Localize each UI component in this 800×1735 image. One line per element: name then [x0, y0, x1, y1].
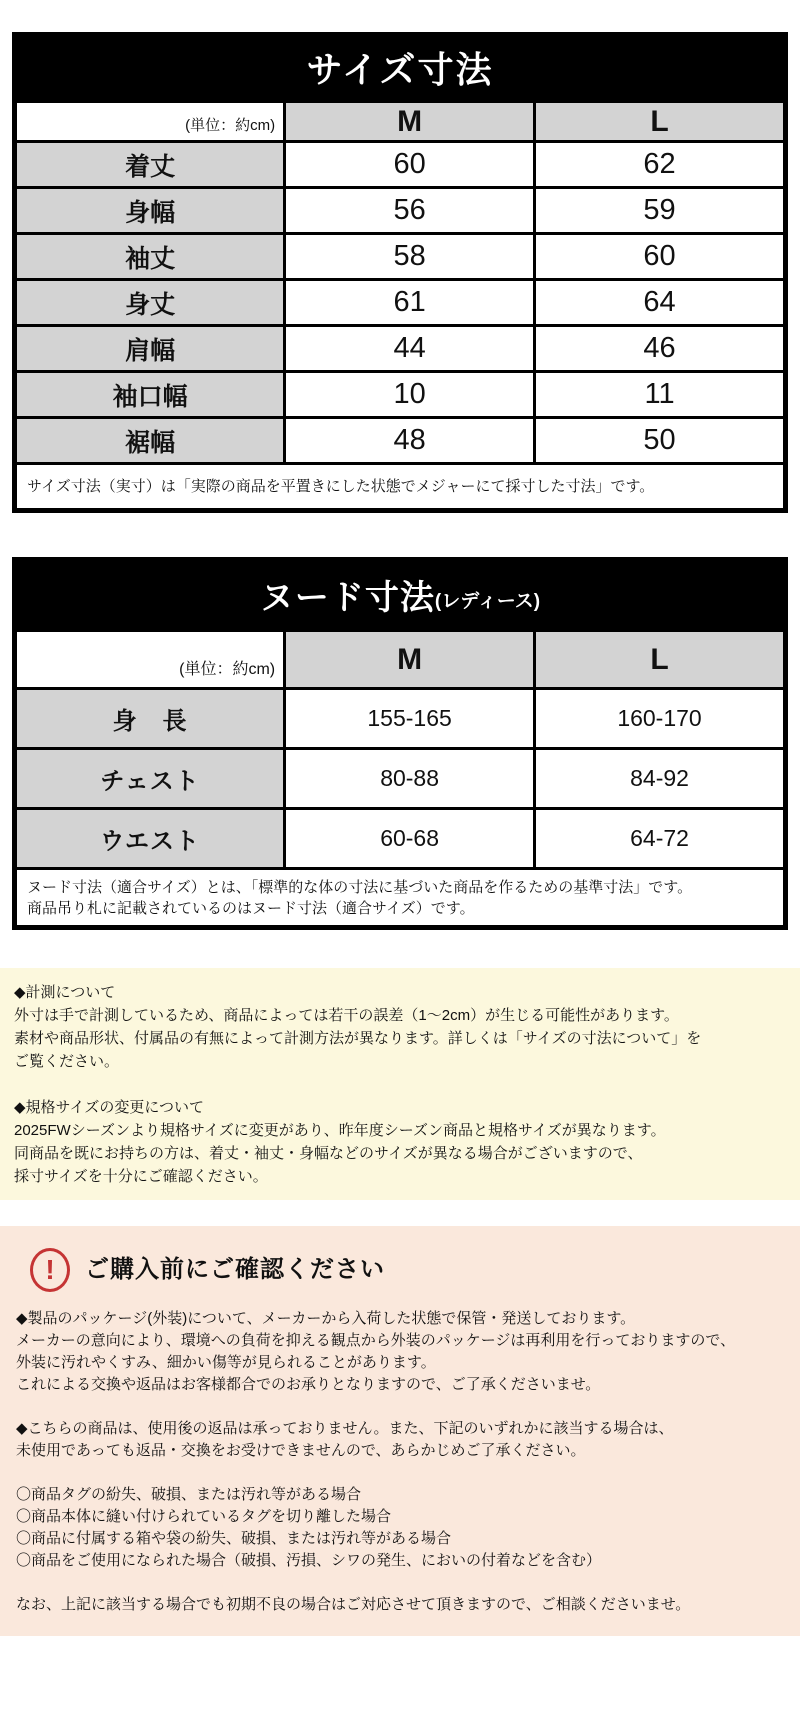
row-label: 身幅 — [16, 188, 285, 234]
spacer — [14, 1073, 786, 1096]
cell-value-m: 48 — [285, 418, 535, 464]
size-spec-table — [12, 32, 788, 513]
row-label: 身丈 — [16, 280, 285, 326]
cell-value-l: 62 — [535, 142, 785, 188]
nude-size-title-suffix: (レディース) — [434, 590, 541, 612]
column-header-m: M — [285, 102, 535, 142]
cell-value-m: 58 — [285, 234, 535, 280]
cell-value-l: 60 — [535, 234, 785, 280]
purchase-notes-section — [0, 1226, 800, 1636]
spacer — [16, 1396, 784, 1418]
row-label: 身 長 — [16, 689, 285, 749]
row-label: 袖丈 — [16, 234, 285, 280]
nude-size-table — [12, 557, 788, 930]
cell-value-l: 11 — [535, 372, 785, 418]
unit-label: (単位：約cm) — [16, 102, 285, 142]
row-label: 肩幅 — [16, 326, 285, 372]
bullet-line: 〇商品をご使用になられた場合（破損、汚損、シワの発生、においの付着などを含む） — [16, 1552, 602, 1569]
cell-value-m: 155-165 — [285, 689, 535, 749]
table-note-row — [16, 464, 785, 510]
column-header-l: L — [535, 631, 785, 689]
spacer — [16, 1572, 784, 1594]
cell-value-m: 56 — [285, 188, 535, 234]
nude-size-header-row — [16, 631, 785, 689]
column-header-l: L — [535, 102, 785, 142]
spacer — [16, 1462, 784, 1484]
table-row — [16, 372, 785, 418]
note-heading: ◆規格サイズの変更について — [14, 1099, 205, 1116]
purchase-line: メーカーの意向により、環境への負荷を抑える観点から外装のパッケージは再利用を行っておりますので、 — [16, 1332, 736, 1349]
table-row — [16, 142, 785, 188]
size-spec-title: サイズ寸法 — [306, 48, 494, 90]
cell-value-m: 10 — [285, 372, 535, 418]
cell-value-l: 64 — [535, 280, 785, 326]
nude-size-banner — [14, 559, 786, 629]
nude-size-title: ヌード寸法 — [259, 578, 435, 617]
purchase-footer-line: なお、上記に該当する場合でも初期不良の場合はご対応させて頂きますので、ご相談くださいませ。 — [16, 1596, 691, 1613]
bullet-line: 〇商品本体に縫い付けられているタグを切り離した場合 — [16, 1508, 392, 1525]
table-row — [16, 749, 785, 809]
size-spec-banner — [14, 34, 786, 100]
cell-value-l: 64-72 — [535, 809, 785, 869]
row-label: ウエスト — [16, 809, 285, 869]
table-note-row — [16, 869, 785, 927]
table-row — [16, 689, 785, 749]
cell-value-m: 60-68 — [285, 809, 535, 869]
measurement-notes-section — [0, 968, 800, 1200]
table-row — [16, 326, 785, 372]
cell-value-l: 50 — [535, 418, 785, 464]
cell-value-m: 61 — [285, 280, 535, 326]
table-row — [16, 280, 785, 326]
purchase-heading — [30, 1248, 784, 1292]
cell-value-m: 80-88 — [285, 749, 535, 809]
row-label: チェスト — [16, 749, 285, 809]
note-line: 外寸は手で計測しているため、商品によっては若干の誤差（1～2cm）が生じる可能性があります。 — [14, 1007, 679, 1024]
alert-exclamation-icon: ! — [30, 1248, 70, 1292]
size-spec-header-row — [16, 102, 785, 142]
purchase-line: ◆こちらの商品は、使用後の返品は承っておりません。また、下記のいずれかに該当する場合は、 — [16, 1420, 674, 1437]
cell-value-l: 59 — [535, 188, 785, 234]
cell-value-l: 160-170 — [535, 689, 785, 749]
purchase-line: これによる交換や返品はお客様都合でのお承りとなりますので、ご了承くださいませ。 — [16, 1376, 601, 1393]
cell-value-l: 84-92 — [535, 749, 785, 809]
nude-size-note-line2: 商品吊り札に記載されているのはヌード寸法（適合サイズ）です。 — [27, 899, 475, 917]
table-row — [16, 809, 785, 869]
note-line: ご覧ください。 — [14, 1053, 120, 1070]
note-line: 2025FWシーズンより規格サイズに変更があり、昨年度シーズン商品と規格サイズが異なります。 — [14, 1122, 666, 1139]
cell-value-l: 46 — [535, 326, 785, 372]
purchase-line: 未使用であっても返品・交換をお受けできませんので、あらかじめご了承ください。 — [16, 1442, 586, 1459]
note-line: 採寸サイズを十分にご確認ください。 — [14, 1168, 268, 1185]
note-heading: ◆計測について — [14, 984, 116, 1001]
unit-label: (単位：約cm) — [16, 631, 285, 689]
bullet-line: 〇商品に付属する箱や袋の紛失、破損、または汚れ等がある場合 — [16, 1530, 452, 1547]
nude-size-note — [16, 869, 785, 927]
note-line: 同商品を既にお持ちの方は、着丈・袖丈・身幅などのサイズが異なる場合がございますので、 — [14, 1145, 643, 1162]
table-row — [16, 234, 785, 280]
column-header-m: M — [285, 631, 535, 689]
cell-value-m: 60 — [285, 142, 535, 188]
purchase-heading-text: ご購入前にご確認ください — [85, 1256, 385, 1283]
row-label: 着丈 — [16, 142, 285, 188]
purchase-line: 外装に汚れやくすみ、細かい傷等が見られることがあります。 — [16, 1354, 436, 1371]
cell-value-m: 44 — [285, 326, 535, 372]
table-row — [16, 418, 785, 464]
nude-size-note-line1: ヌード寸法（適合サイズ）とは、「標準的な体の寸法に基づいた商品を作るための基準寸法」です。 — [27, 878, 693, 896]
row-label: 袖口幅 — [16, 372, 285, 418]
bullet-line: 〇商品タグの紛失、破損、または汚れ等がある場合 — [16, 1486, 362, 1503]
note-line: 素材や商品形状、付属品の有無によって計測方法が異なります。詳しくは「サイズの寸法について」を — [14, 1030, 702, 1047]
size-spec-note: サイズ寸法（実寸）は「実際の商品を平置きにした状態でメジャーにて採寸した寸法」です。 — [16, 464, 785, 510]
purchase-line: ◆製品のパッケージ(外装)について、メーカーから入荷した状態で保管・発送しております。 — [16, 1310, 636, 1327]
table-row — [16, 188, 785, 234]
row-label: 裾幅 — [16, 418, 285, 464]
